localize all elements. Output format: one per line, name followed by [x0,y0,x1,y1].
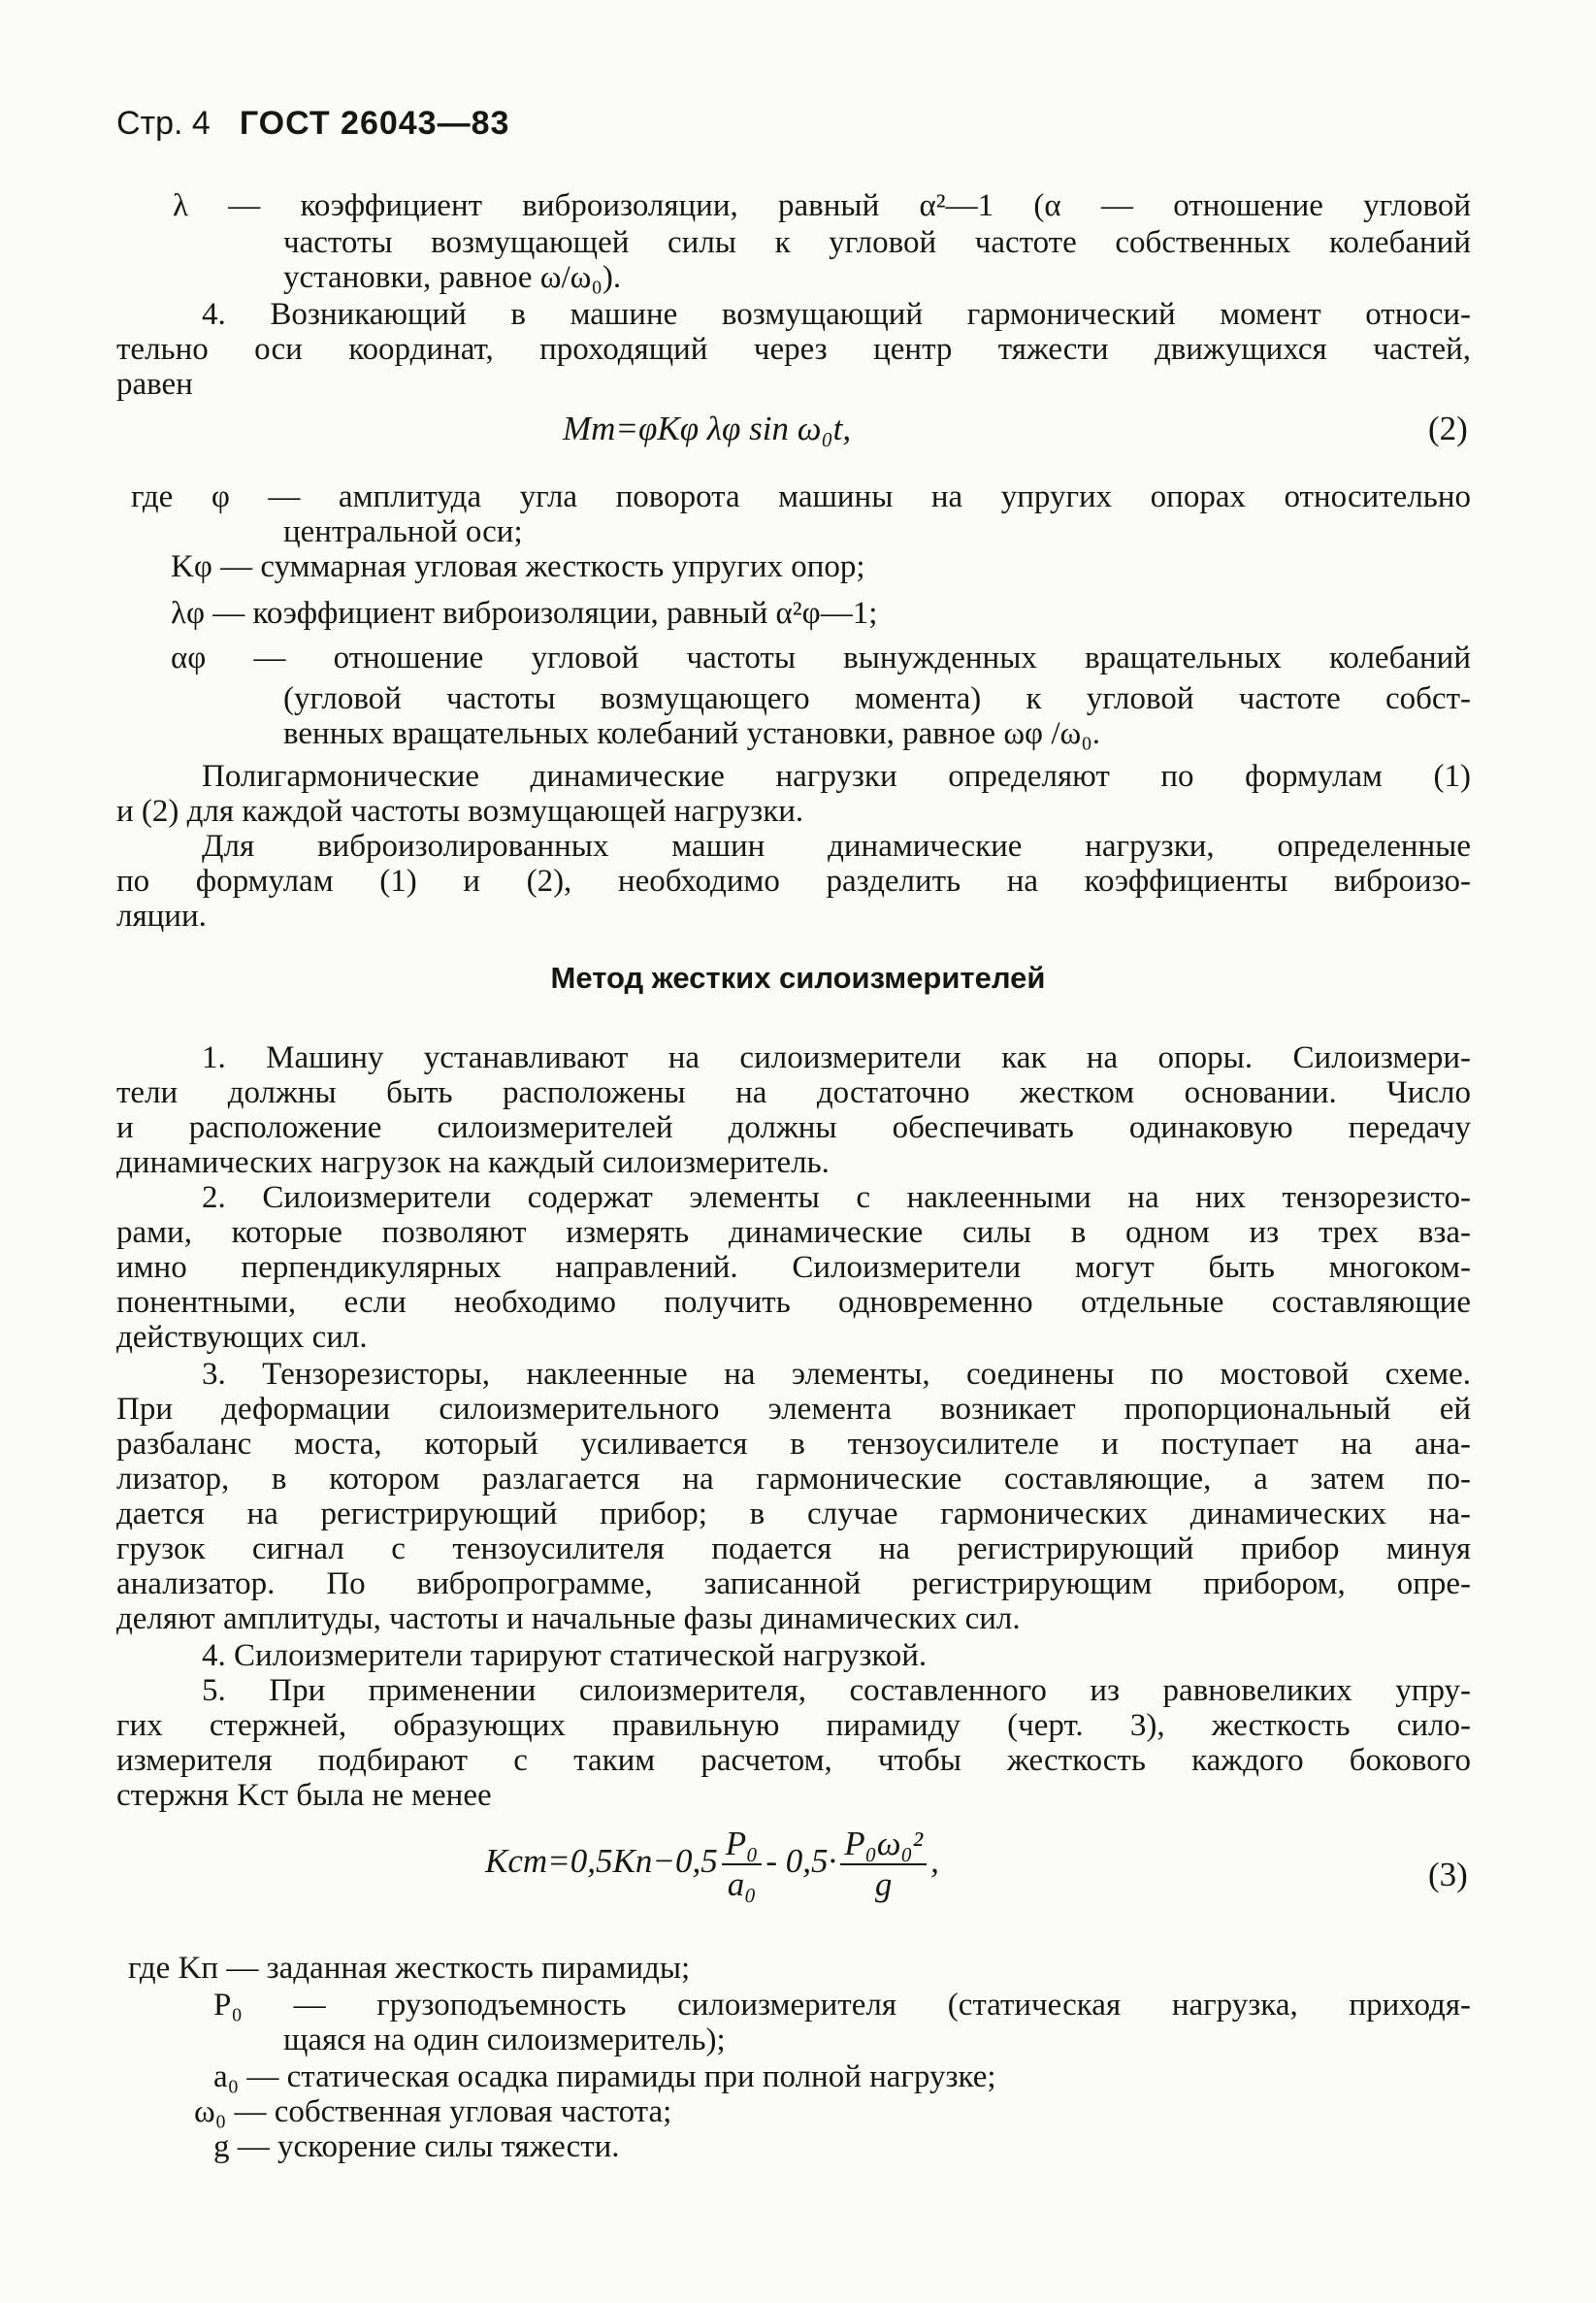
fraction-numerator: P₀ω₀² [840,1825,927,1865]
text-line: тельно оси координат, проходящий через центр тяжести движущихся частей, [116,332,1471,367]
page-number: Стр. 4 [116,105,211,142]
text-line: по формулам (1) и (2), необходимо разделить на коэффициенты виброизо- [116,864,1471,899]
formula-lhs: Kст=0,5Kп−0,5 [485,1842,718,1881]
text-line: стержня Kст была не менее [116,1778,492,1813]
text-line: 2. Силоизмерители содержат элементы с наклеенными на них тензорезисто- [202,1180,1471,1215]
text-line: P₀ — грузоподъемность силоизмерителя (статическая нагрузка, приходя- [213,1988,1471,2023]
text-line: где φ — амплитуда угла поворота машины на упругих опорах относительно [131,479,1471,514]
text-line: λφ — коэффициент виброизоляции, равный α²φ—1; [171,596,878,631]
text-line: понентными, если необходимо получить одновременно отдельные составляющие [116,1285,1471,1320]
formula-mid: - 0,5· [765,1842,837,1881]
text-line: где Kп — заданная жесткость пирамиды; [128,1951,691,1986]
text-line: Kφ — суммарная угловая жесткость упругих опор; [171,549,865,584]
text-line: имно перпендикулярных направлений. Силоизмерители могут быть многоком- [116,1250,1471,1285]
text-line: ляции. [116,899,207,934]
page-header [116,105,509,143]
text-line: рами, которые позволяют измерять динамические силы в одном из трех вза- [116,1215,1471,1250]
fraction [722,1825,763,1904]
text-line: установки, равное ω/ω₀). [283,260,622,295]
text-line: ω₀ — собственная угловая частота; [194,2094,672,2129]
text-line: g — ускорение силы тяжести. [213,2129,620,2164]
formula-number: (2) [1428,410,1468,447]
text-line: При деформации силоизмерительного элемента возникает пропорциональный ей [116,1392,1471,1427]
formula-3 [485,1825,939,1904]
text-line: 5. При применении силоизмерителя, составленного из равновеликих упру- [202,1673,1471,1708]
text-line: a₀ — статическая осадка пирамиды при полной нагрузке; [213,2059,996,2094]
text-line: деляют амплитуды, частоты и начальные фазы динамических сил. [116,1601,1021,1636]
text-line: 4. Возникающий в машине возмущающий гармонический момент относи- [202,297,1471,332]
text-line: αφ — отношение угловой частоты вынужденных вращательных колебаний [171,641,1471,675]
text-line: 1. Машину устанавливают на силоизмерители как на опоры. Силоизмери- [202,1040,1471,1075]
formula-2: Mm=φKφ λφ sin ω₀t, [563,410,852,447]
text-line: лизатор, в котором разлагается на гармонические составляющие, а затем по- [116,1462,1471,1497]
text-line: Для виброизолированных машин динамические нагрузки, определенные [202,829,1471,864]
formula-number: (3) [1428,1856,1468,1893]
text-line: центральной оси; [283,514,523,549]
text-line: анализатор. По вибропрограмме, записанной регистрирующим прибором, опре- [116,1566,1471,1601]
formula-tail: , [930,1842,939,1881]
text-line: равен [116,367,193,402]
text-line: венных вращательных колебаний установки, равное ωφ /ω₀. [283,716,1100,751]
fraction-denominator: a₀ [727,1865,757,1903]
standard-code: ГОСТ 26043—83 [239,105,510,142]
text-line: дается на регистрирующий прибор; в случае гармонических динамических на- [116,1497,1471,1531]
text-line: λ — коэффициент виброизоляции, равный α²—1 (α — отношение угловой [173,188,1471,223]
text-line: измерителя подбирают с таким расчетом, чтобы жесткость каждого бокового [116,1743,1471,1778]
text-line: разбаланс моста, который усиливается в тензоусилителе и поступает на ана- [116,1427,1471,1462]
text-line: 3. Тензорезисторы, наклеенные на элементы, соединены по мостовой схеме. [202,1357,1471,1392]
section-heading: Метод жестких силоизмерителей [550,961,1046,995]
text-line: грузок сигнал с тензоусилителя подается на регистрирующий прибор минуя [116,1531,1471,1566]
text-line: и (2) для каждой частоты возмущающей нагрузки. [116,794,804,829]
text-line: действующих сил. [116,1320,368,1355]
fraction-numerator: P₀ [722,1825,763,1865]
fraction-denominator: g [874,1865,893,1903]
text-line: Полигармонические динамические нагрузки определяют по формулам (1) [202,759,1471,794]
text-line: гих стержней, образующих правильную пирамиду (черт. 3), жесткость сило- [116,1708,1471,1743]
text-line: 4. Силоизмерители тарируют статической нагрузкой. [202,1638,928,1673]
text-line: (угловой частоты возмущающего момента) к угловой частоте собст- [283,681,1471,716]
text-line: щаяся на один силоизмеритель); [283,2023,726,2057]
text-line: частоты возмущающей силы к угловой частоте собственных колебаний [283,225,1471,260]
fraction [840,1825,927,1904]
text-line: тели должны быть расположены на достаточно жестком основании. Число [116,1075,1471,1110]
text-line: динамических нагрузок на каждый силоизмеритель. [116,1145,830,1180]
text-line: и расположение силоизмерителей должны обеспечивать одинаковую передачу [116,1110,1471,1145]
